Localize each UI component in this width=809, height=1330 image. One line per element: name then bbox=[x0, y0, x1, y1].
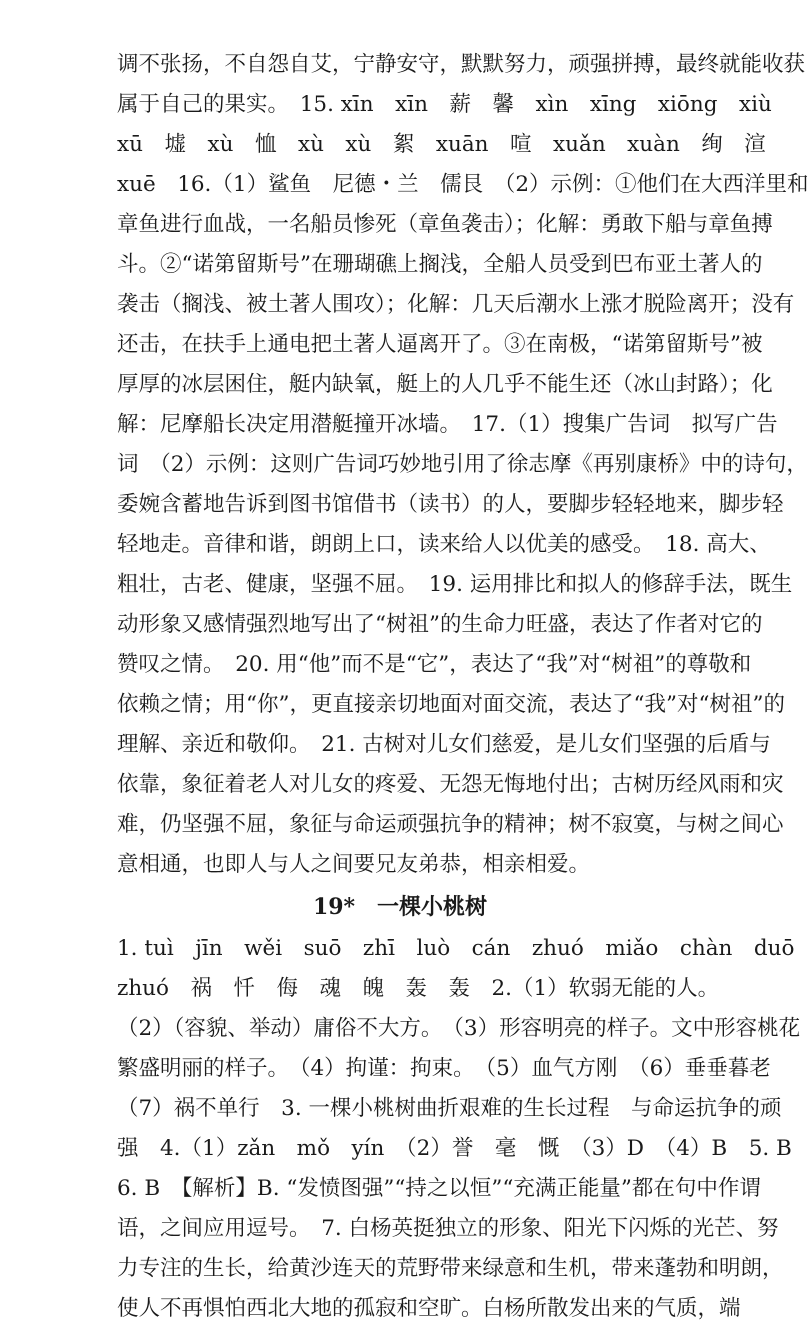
text-line: 斗。②“诺第留斯号”在珊瑚礁上搁浅，全船人员受到巴布亚土著人的 bbox=[117, 252, 763, 277]
text-line: 难，仍坚强不屈，象征与命运顽强抗争的精神；树不寂寞，与树之间心 bbox=[117, 812, 784, 837]
text-line: 语，之间应用逗号。 7. 白杨英挺独立的形象、阳光下闪烁的光芒、努 bbox=[117, 1216, 779, 1241]
text-line: xuē 16.（1）鲨鱼 尼德・兰 儒艮 （2）示例：①他们在大西洋里和 bbox=[117, 172, 809, 197]
text-line: 依赖之情；用“你”，更直接亲切地面对面交流，表达了“我”对“树祖”的 bbox=[117, 692, 785, 717]
text-line: 章鱼进行血战，一名船员惨死（章鱼袭击）；化解：勇敢下船与章鱼搏 bbox=[117, 212, 773, 237]
text-line: zhuó 祸 忏 侮 魂 魄 轰 轰 2.（1）软弱无能的人。 bbox=[117, 976, 720, 1001]
text-line: 词 （2）示例：这则广告词巧妙地引用了徐志摩《再别康桥》中的诗句， bbox=[117, 452, 808, 477]
text-line: 1. tuì jīn wěi suō zhī luò cán zhuó miǎo chàn duō bbox=[117, 936, 795, 961]
text-line: 还击，在扶手上通电把土著人逼离开了。③在南极，“诺第留斯号”被 bbox=[117, 332, 763, 357]
text-line: （7）祸不单行 3. 一棵小桃树曲折艰难的生长过程 与命运抗争的顽 bbox=[117, 1096, 782, 1121]
text-line: 强 4.（1）zǎn mǒ yín （2）誉 毫 慨 （3）D （4）B 5. B bbox=[117, 1136, 792, 1161]
text-line: 解：尼摩船长决定用潜艇撞开冰墙。 17.（1）搜集广告词 拟写广告 bbox=[117, 412, 778, 437]
text-line: 轻地走。音律和谐，朗朗上口，读来给人以优美的感受。 18. 高大、 bbox=[117, 532, 771, 557]
text-line: 使人不再惧怕西北大地的孤寂和空旷。白杨所散发出来的气质，端 bbox=[117, 1296, 741, 1321]
text-line: 属于自己的果实。 15. xīn xīn 薪 馨 xìn xīng xiōng xiù bbox=[117, 92, 772, 117]
text-line: 力专注的生长，给黄沙连天的荒野带来绿意和生机，带来蓬勃和明朗， bbox=[117, 1256, 784, 1281]
text-line: （2）（容貌、举动）庸俗不大方。 （3）形容明亮的样子。文中形容桃花 bbox=[117, 1016, 801, 1041]
text-line: 厚厚的冰层困住，艇内缺氧，艇上的人几乎不能生还（冰山封路）；化 bbox=[117, 372, 773, 397]
text-line: 动形象又感情强烈地写出了“树祖”的生命力旺盛，表达了作者对它的 bbox=[117, 612, 763, 637]
text-line: 袭击（搁浅、被土著人围攻）；化解：几天后潮水上涨才脱险离开；没有 bbox=[117, 292, 795, 317]
text-line: 繁盛明丽的样子。 （4）拘谨：拘束。 （5）血气方刚 （6）垂垂暮老 bbox=[117, 1056, 771, 1081]
text-line: 粗壮，古老、健康，坚强不屈。 19. 运用排比和拟人的修辞手法，既生 bbox=[117, 572, 793, 597]
lesson-heading: 19* 一棵小桃树 bbox=[312, 894, 488, 920]
text-line: 理解、亲近和敬仰。 21. 古树对儿女们慈爱，是儿女们坚强的后盾与 bbox=[117, 732, 771, 757]
text-line: 调不张扬，不自怨自艾，宁静安守，默默努力，顽强拼搏，最终就能收获 bbox=[117, 52, 806, 77]
text-line: 依靠，象征着老人对儿女的疼爱、无怨无悔地付出；古树历经风雨和灾 bbox=[117, 772, 784, 797]
text-line: 委婉含蓄地告诉到图书馆借书（读书）的人，要脚步轻轻地来，脚步轻 bbox=[117, 492, 784, 517]
text-line: xū 墟 xù 恤 xù xù 絮 xuān 喧 xuǎn xuàn 绚 渲 bbox=[117, 132, 766, 157]
text-line: 6. B 【解析】B. “发愤图强”“持之以恒”“充满正能量”都在句中作谓 bbox=[117, 1176, 761, 1201]
text-line: 意相通，也即人与人之间要兄友弟恭，相亲相爱。 bbox=[117, 852, 591, 877]
text-line: 赞叹之情。 20. 用“他”而不是“它”，表达了“我”对“树祖”的尊敬和 bbox=[117, 652, 752, 677]
